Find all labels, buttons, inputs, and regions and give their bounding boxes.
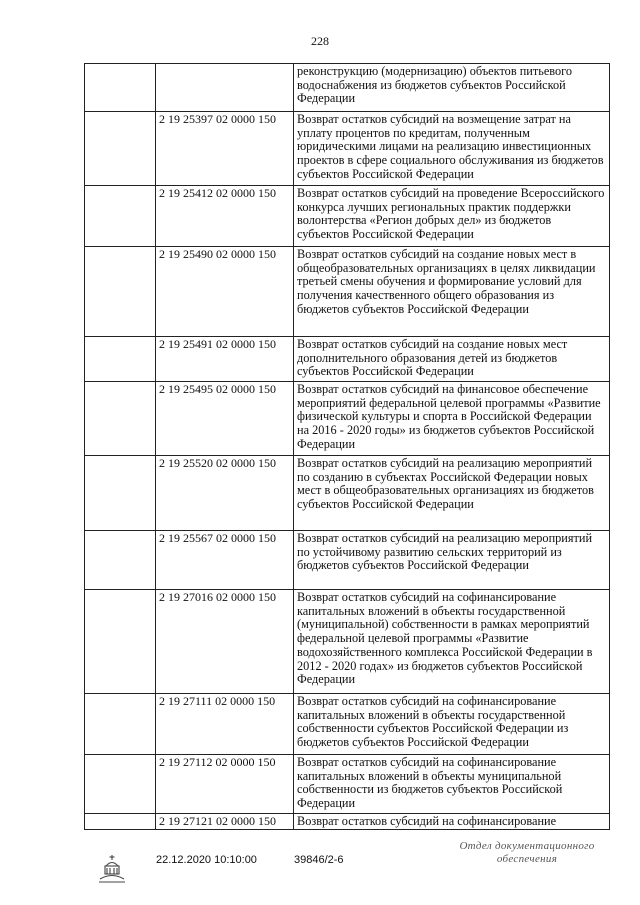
code-cell: [156, 64, 294, 112]
description-cell: Возврат остатков субсидий на создание новых мест дополнительного образования детей из бюджетов субъектов Российской Федерации: [294, 337, 610, 382]
table-row: [85, 694, 610, 755]
blank-cell: [85, 590, 156, 694]
page-number: 228: [311, 34, 329, 48]
organization-emblem-icon: [96, 852, 128, 884]
table-row: [85, 112, 610, 186]
description-cell: Возврат остатков субсидий на софинансирование: [294, 814, 610, 830]
description-cell: Возврат остатков субсидий на проведение Всероссийского конкурса лучших региональных практик поддержки волонтерства «Регион добрых дел» из бюджетов субъектов Российской Федерации: [294, 186, 610, 247]
description-cell: Возврат остатков субсидий на создание новых мест в общеобразовательных организациях в целях ликвидации третьей смены обучения и формирование условий для получения качественного общего образования из бюджетов субъектов Российской Федерации: [294, 247, 610, 337]
table-row: [85, 590, 610, 694]
blank-cell: [85, 247, 156, 337]
description-cell: Возврат остатков субсидий на возмещение затрат на уплату процентов по кредитам, полученным юридическими лицами на реализацию инвестиционных проектов в сфере социального обслуживания из бюджетов субъектов Российской Федерации: [294, 112, 610, 186]
description-cell: Возврат остатков субсидий на софинансирование капитальных вложений в объекты муниципальной собственности из бюджетов субъектов Российской Федерации: [294, 755, 610, 814]
description-cell: Возврат остатков субсидий на финансовое обеспечение мероприятий федеральной целевой программы «Развитие физической культуры и спорта в Российской Федерации на 2016 - 2020 годы» из бюджетов субъектов Российской Федерации: [294, 382, 610, 456]
table-row: [85, 186, 610, 247]
code-cell: 2 19 27121 02 0000 150: [156, 814, 294, 830]
stamp-line: Отдел документационного: [459, 840, 595, 852]
table-row: [85, 64, 610, 112]
blank-cell: [85, 755, 156, 814]
code-cell: 2 19 27112 02 0000 150: [156, 755, 294, 814]
stamp-line: обеспечения: [496, 853, 558, 865]
code-cell: 2 19 25490 02 0000 150: [156, 247, 294, 337]
code-cell: 2 19 25397 02 0000 150: [156, 112, 294, 186]
blank-cell: [85, 456, 156, 531]
code-cell: 2 19 27111 02 0000 150: [156, 694, 294, 755]
blank-cell: [85, 186, 156, 247]
description-cell: реконструкцию (модернизацию) объектов питьевого водоснабжения из бюджетов субъектов Российской Федерации: [294, 64, 610, 112]
blank-cell: [85, 112, 156, 186]
blank-cell: [85, 694, 156, 755]
blank-cell: [85, 531, 156, 590]
print-datetime: 22.12.2020 10:10:00: [156, 854, 257, 866]
table-row: [85, 531, 610, 590]
table-row: [85, 755, 610, 814]
blank-cell: [85, 64, 156, 112]
blank-cell: [85, 382, 156, 456]
description-cell: Возврат остатков субсидий на реализацию мероприятий по созданию в субъектах Российской Федерации новых мест в общеобразовательных организациях из бюджетов субъектов Российской Федерации: [294, 456, 610, 531]
budget-code-table: [84, 63, 610, 830]
document-number: 39846/2-6: [294, 854, 344, 866]
code-cell: 2 19 25412 02 0000 150: [156, 186, 294, 247]
table-row: [85, 337, 610, 382]
department-stamp: [447, 840, 607, 866]
blank-cell: [85, 814, 156, 830]
description-cell: Возврат остатков субсидий на реализацию мероприятий по устойчивому развитию сельских территорий из бюджетов субъектов Российской Федерации: [294, 531, 610, 590]
table-row: [85, 247, 610, 337]
code-cell: 2 19 25520 02 0000 150: [156, 456, 294, 531]
description-cell: Возврат остатков субсидий на софинансирование капитальных вложений в объекты государственной (муниципальной) собственности в рамках мероприятий федеральной целевой программы «Развитие водохозяйственного комплекса Российской Федерации в 2012 - 2020 годах» из бюджетов субъектов Российской Федерации: [294, 590, 610, 694]
table-row: [85, 456, 610, 531]
code-cell: 2 19 27016 02 0000 150: [156, 590, 294, 694]
table-row: [85, 382, 610, 456]
code-cell: 2 19 25567 02 0000 150: [156, 531, 294, 590]
blank-cell: [85, 337, 156, 382]
table-row: [85, 814, 610, 830]
page-footer: [0, 840, 640, 892]
code-cell: 2 19 25491 02 0000 150: [156, 337, 294, 382]
code-cell: 2 19 25495 02 0000 150: [156, 382, 294, 456]
description-cell: Возврат остатков субсидий на софинансирование капитальных вложений в объекты государственной собственности субъектов Российской Федерации из бюджетов субъектов Российской Федерации: [294, 694, 610, 755]
